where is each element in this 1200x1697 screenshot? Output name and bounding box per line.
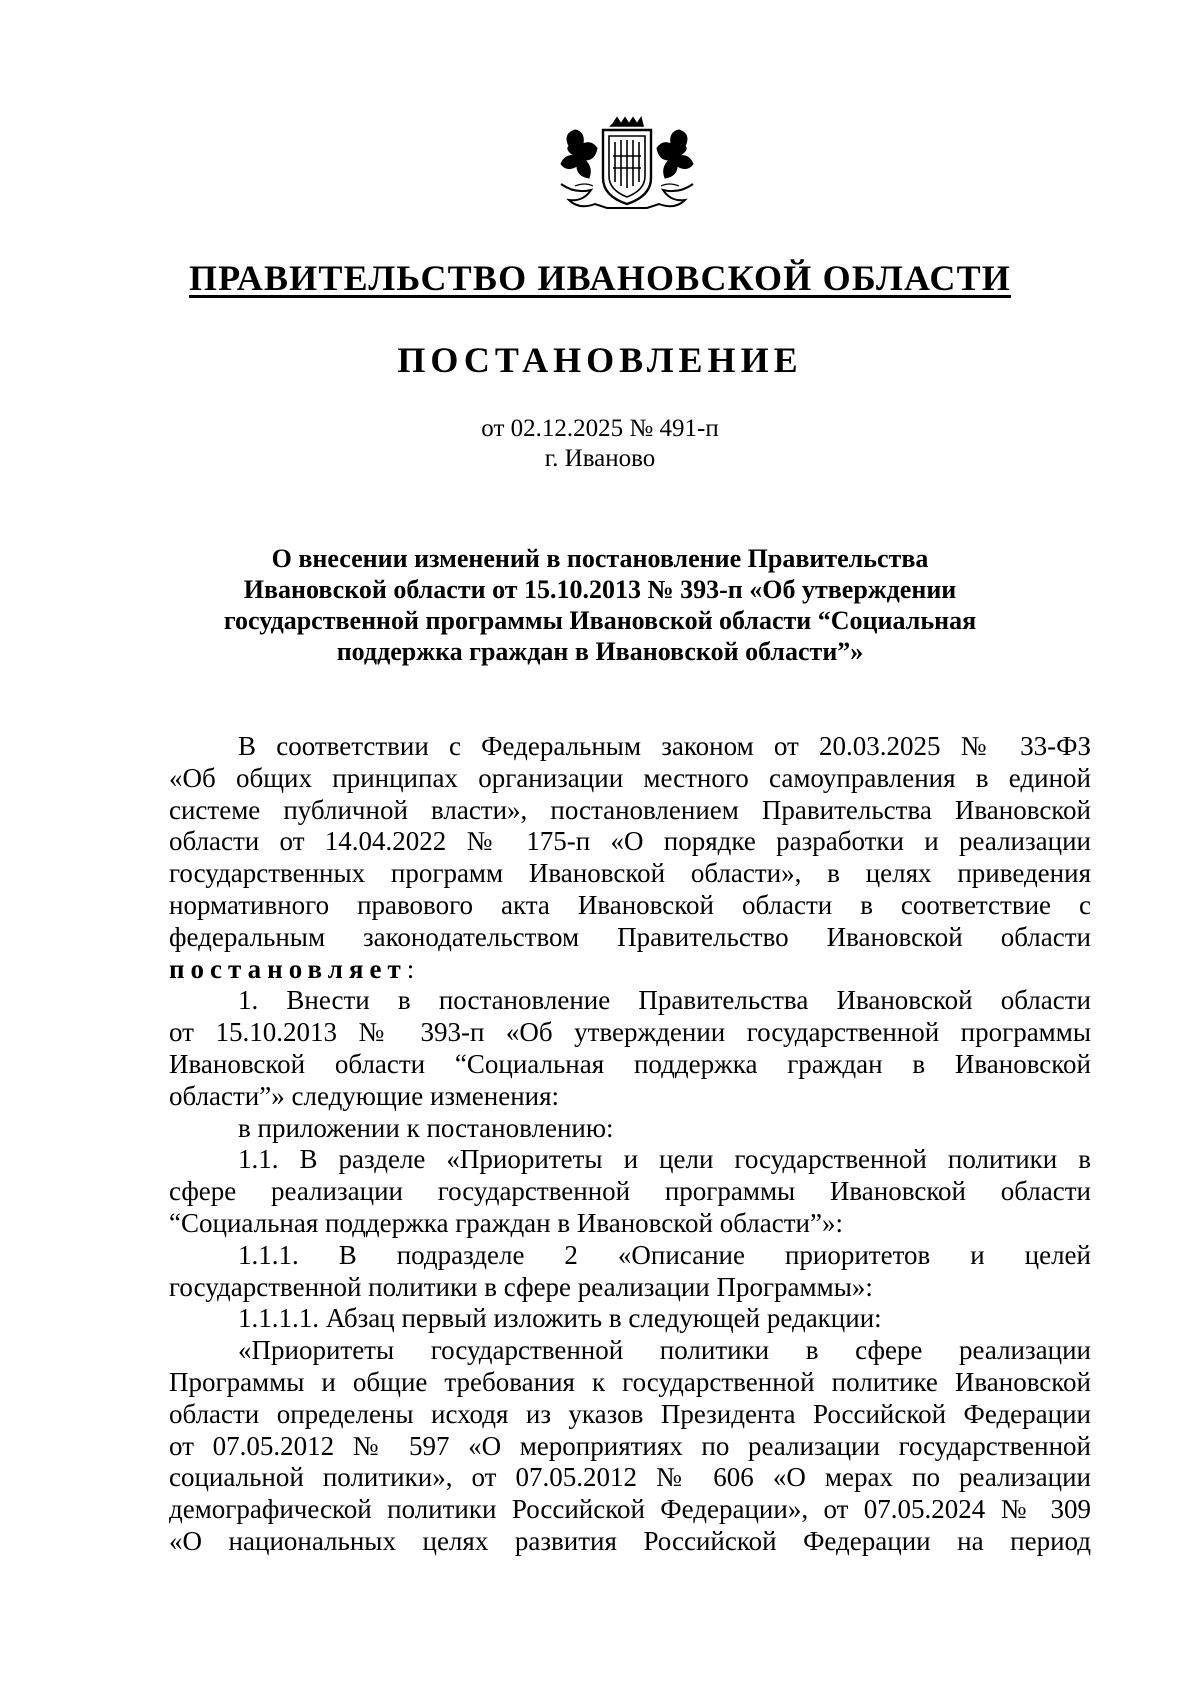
resolves-colon: : bbox=[406, 953, 415, 984]
preamble-line: В соответствии с Федеральным законом от 20.03.2025 № 33-ФЗ bbox=[238, 731, 1091, 761]
item-1-1-line: сфере реализации государственной программы Ивановской области bbox=[169, 1176, 1091, 1207]
document-type-heading: ПОСТАНОВЛЕНИЕ bbox=[397, 340, 803, 380]
item-1-line: Ивановской области “Социальная поддержка граждан в Ивановской bbox=[169, 1048, 1091, 1079]
quote-line: области определены исходя из указов Президента Российской Федерации bbox=[169, 1398, 1091, 1429]
item-1-1-1-1-line: 1.1.1.1. Абзац первый изложить в следующей редакции: bbox=[238, 1303, 882, 1334]
quote-line: «Приоритеты государственной политики в сфере реализации bbox=[238, 1335, 1091, 1366]
subject-line: Ивановской области от 15.10.2013 № 393-п «Об утверждении bbox=[243, 575, 957, 604]
item-1-line: области”» следующие изменения: bbox=[169, 1080, 560, 1111]
city-line: г. Иваново bbox=[544, 445, 656, 472]
government-name-text: ПРАВИТЕЛЬСТВО ИВАНОВСКОЙ ОБЛАСТИ bbox=[188, 258, 1011, 298]
quote-line: от 07.05.2012 № 597 «О мероприятиях по реализации государственной bbox=[169, 1430, 1091, 1461]
subject-line: О внесении изменений в постановление Правительства bbox=[271, 544, 929, 573]
document-body bbox=[169, 731, 1091, 1558]
subject-line: государственной программы Ивановской области “Социальная bbox=[223, 606, 977, 635]
quote-line: Программы и общие требования к государственной политике Ивановской bbox=[169, 1366, 1091, 1397]
annex-line: в приложении к постановлению: bbox=[238, 1112, 614, 1143]
resolves-word: постановляет bbox=[169, 953, 407, 984]
quote-line: «О национальных целях развития Российской Федерации на период bbox=[169, 1525, 1091, 1556]
preamble-line: государственных программ Ивановской области», в целях приведения bbox=[169, 858, 1091, 889]
preamble-line: области от 14.04.2022 № 175-п «О порядке разработки и реализации bbox=[169, 826, 1091, 857]
resolves-line bbox=[169, 954, 1091, 986]
preamble-line: федеральным законодательством Правительство Ивановской области bbox=[169, 921, 1091, 952]
item-1-1-1-line: государственной политики в сфере реализации Программы»: bbox=[169, 1271, 873, 1302]
quote-line: социальной политики», от 07.05.2012 № 606 «О мерах по реализации bbox=[169, 1462, 1091, 1493]
government-name-heading bbox=[0, 258, 1200, 298]
date-and-number: от 02.12.2025 № 491-п bbox=[481, 415, 719, 442]
item-1-1-1-line: 1.1.1. В подразделе 2 «Описание приоритетов и целей bbox=[238, 1239, 1091, 1270]
quote-line: демографической политики Российской Федерации», от 07.05.2024 № 309 bbox=[169, 1494, 1091, 1525]
item-1-1-line: 1.1. В разделе «Приоритеты и цели государственной политики в bbox=[238, 1144, 1091, 1175]
preamble-line: «Об общих принципах организации местного самоуправления в единой bbox=[169, 762, 1091, 793]
coat-of-arms-emblem bbox=[555, 116, 699, 214]
subject-line: поддержка граждан в Ивановской области”» bbox=[336, 637, 864, 666]
item-1-line: от 15.10.2013 № 393-п «Об утверждении государственной программы bbox=[169, 1017, 1091, 1048]
document-subject bbox=[190, 543, 1010, 667]
item-1-1-line: “Социальная поддержка граждан в Ивановской области”»: bbox=[169, 1207, 843, 1238]
item-1-line: 1. Внести в постановление Правительства Ивановской области bbox=[238, 985, 1091, 1016]
preamble-line: системе публичной власти», постановлением Правительства Ивановской bbox=[169, 794, 1091, 825]
preamble-line: нормативного правового акта Ивановской области в соответствие с bbox=[169, 889, 1091, 920]
